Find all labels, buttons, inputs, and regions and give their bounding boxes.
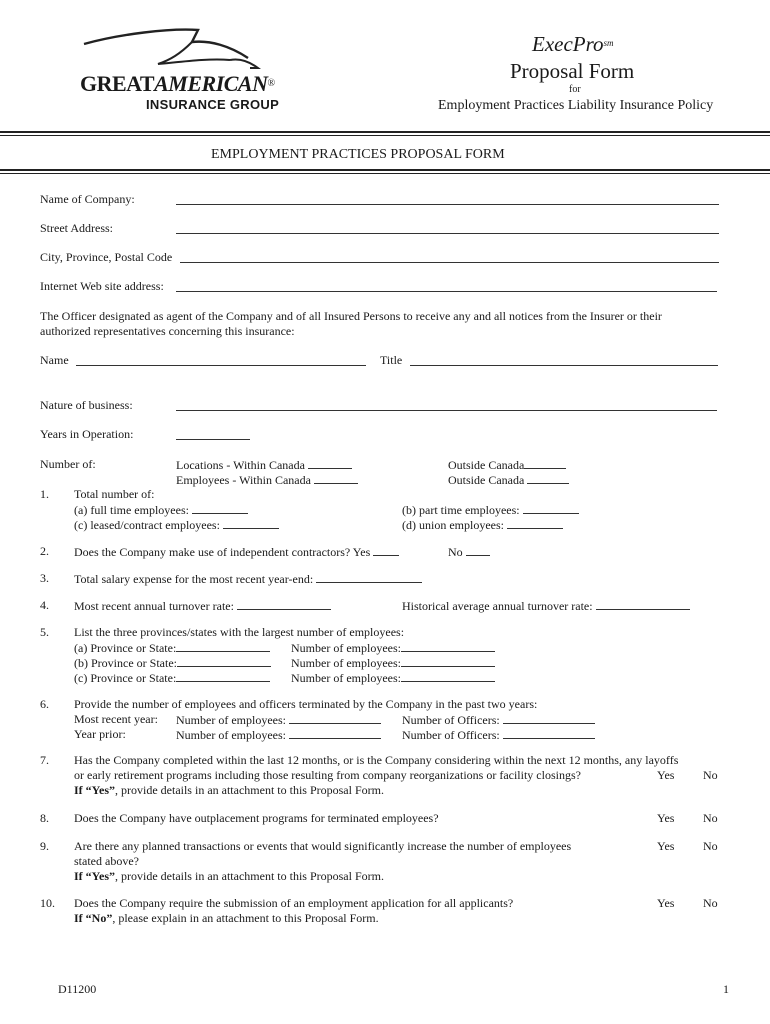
employees-text: Employees - Within Canada — [176, 473, 311, 487]
logo-great: GREAT — [80, 71, 155, 96]
q6-prior-emp-input[interactable] — [289, 727, 381, 739]
q9-line1: Are there any planned transactions or events that would significantly increase the number of employees — [74, 839, 572, 853]
company-input[interactable] — [176, 204, 719, 205]
q5a-input[interactable] — [176, 640, 270, 652]
q7-number: 7. — [40, 753, 49, 767]
q10-if-rest: , please explain in an attachment to this Proposal Form. — [112, 911, 379, 925]
q5c-emp-label: Number of employees: — [291, 671, 401, 685]
q3-number: 3. — [40, 571, 49, 585]
q10-number: 10. — [40, 896, 55, 910]
q8-number: 8. — [40, 811, 49, 825]
service-mark: sm — [603, 38, 614, 48]
form-title: EMPLOYMENT PRACTICES PROPOSAL FORM — [211, 147, 505, 162]
q1d — [402, 517, 563, 533]
q5-text: List the three provinces/states with the largest number of employees: — [74, 625, 405, 639]
q7-line2: or early retirement programs including those resulting from company reorganizations or facility closings? — [74, 768, 581, 782]
employees-outside — [448, 472, 569, 488]
q7-if — [74, 783, 384, 798]
nature-input[interactable] — [176, 410, 717, 411]
locations-text: Locations - Within Canada — [176, 458, 305, 472]
q9-if — [74, 869, 384, 884]
years-label: Years in Operation: — [40, 427, 134, 441]
q1b-label: (b) part time employees: — [402, 503, 520, 517]
name-label: Name — [40, 353, 69, 367]
q1d-label: (d) union employees: — [402, 518, 504, 532]
q9-yes[interactable]: Yes — [657, 839, 675, 853]
q5b-emp — [291, 655, 495, 671]
q5b-label: (b) Province or State: — [74, 656, 177, 670]
street-input[interactable] — [176, 233, 719, 234]
title-input[interactable] — [410, 365, 718, 366]
q10-yes[interactable]: Yes — [657, 896, 675, 910]
q6-prior-emp-label: Number of employees: — [176, 728, 286, 742]
q10-if-bold: If “No” — [74, 911, 113, 925]
q6-recent-off-label: Number of Officers: — [402, 713, 500, 727]
q2-text — [74, 544, 399, 560]
web-input[interactable] — [176, 291, 717, 292]
policy-title: Employment Practices Liability Insurance Policy — [438, 98, 714, 113]
q8-text: Does the Company have outplacement programs for terminated employees? — [74, 811, 439, 825]
logo-american: AMERICAN — [154, 71, 268, 96]
q1c-input[interactable] — [223, 517, 279, 529]
company-label: Name of Company: — [40, 192, 135, 206]
q7-no[interactable]: No — [703, 768, 718, 782]
q5b-emp-label: Number of employees: — [291, 656, 401, 670]
employees-canada-input[interactable] — [314, 472, 358, 484]
q5a — [74, 640, 270, 656]
locations-outside — [448, 457, 566, 473]
q5a-emp-input[interactable] — [401, 640, 495, 652]
q1c — [74, 517, 279, 533]
q6-prior: Year prior: — [74, 727, 126, 741]
title-label: Title — [380, 353, 403, 367]
q2-label: Does the Company make use of independent contractors? Yes — [74, 545, 371, 559]
q10-line1: Does the Company require the submission of an employment application for all applicants? — [74, 896, 514, 910]
q5c-emp — [291, 670, 495, 686]
q6-prior-emp — [176, 727, 381, 743]
q5b-input[interactable] — [177, 655, 271, 667]
q5a-emp-label: Number of employees: — [291, 641, 401, 655]
q5c — [74, 670, 270, 686]
q9-if-bold: If “Yes” — [74, 869, 115, 883]
q9-number: 9. — [40, 839, 49, 853]
q9-line2: stated above? — [74, 854, 139, 868]
q4-hist — [402, 598, 690, 614]
q1-text: Total number of: — [74, 487, 155, 501]
q9-if-rest: , provide details in an attachment to this Proposal Form. — [115, 869, 384, 883]
page-number: 1 — [723, 982, 729, 996]
years-input[interactable] — [176, 439, 250, 440]
form-code: D11200 — [58, 982, 97, 996]
nature-label: Nature of business: — [40, 398, 133, 412]
name-input[interactable] — [76, 365, 366, 366]
logo-reg: ® — [267, 78, 276, 89]
product-name — [532, 30, 614, 60]
locations-outside-input[interactable] — [524, 457, 566, 469]
q6-recent-emp-input[interactable] — [289, 712, 381, 724]
q6-recent-emp-label: Number of employees: — [176, 713, 286, 727]
employees-outside-input[interactable] — [527, 472, 569, 484]
for-text: for — [569, 84, 581, 95]
header-divider-thin — [0, 135, 770, 136]
officer-text-2: authorized representatives concerning this insurance: — [40, 324, 295, 338]
q4-number: 4. — [40, 598, 49, 612]
eagle-icon — [80, 22, 270, 74]
q10-if — [74, 911, 379, 926]
locations-label — [176, 457, 352, 473]
q1a-input[interactable] — [192, 502, 248, 514]
q7-if-rest: , provide details in an attachment to this Proposal Form. — [115, 783, 384, 797]
q6-recent: Most recent year: — [74, 712, 158, 726]
q5b — [74, 655, 271, 671]
number-of-label: Number of: — [40, 457, 96, 471]
q7-line1: Has the Company completed within the last 12 months, or is the Company considering within the next 12 months, any layoffs — [74, 753, 679, 767]
q1b-input[interactable] — [523, 502, 579, 514]
q1a-label: (a) full time employees: — [74, 503, 189, 517]
q6-recent-off-input[interactable] — [503, 712, 595, 724]
q2-no-input[interactable] — [466, 544, 490, 556]
q1b — [402, 502, 579, 518]
q5c-label: (c) Province or State: — [74, 671, 177, 685]
q6-prior-off — [402, 727, 595, 743]
q2-number: 2. — [40, 544, 49, 558]
q6-prior-off-label: Number of Officers: — [402, 728, 500, 742]
q4-label: Most recent annual turnover rate: — [74, 599, 234, 613]
locations-canada-input[interactable] — [308, 457, 352, 469]
q2-no — [448, 544, 490, 560]
company-logo — [60, 22, 280, 117]
q4-text — [74, 598, 331, 614]
employees-label — [176, 472, 358, 488]
q8-yes[interactable]: Yes — [657, 811, 675, 825]
web-label: Internet Web site address: — [40, 279, 164, 293]
q2-no-label: No — [448, 545, 463, 559]
header-divider — [0, 131, 770, 133]
outside-text-1: Outside Canada — [448, 458, 525, 472]
q1a — [74, 502, 248, 518]
officer-text-1: The Officer designated as agent of the Company and of all Insured Persons to receive any and all notices from the Insurer or their — [40, 309, 662, 323]
q5b-emp-input[interactable] — [401, 655, 495, 667]
q5-number: 5. — [40, 625, 49, 639]
q1c-label: (c) leased/contract employees: — [74, 518, 220, 532]
q1d-input[interactable] — [507, 517, 563, 529]
q7-yes[interactable]: Yes — [657, 768, 675, 782]
proposal-form-title: Proposal Form — [510, 59, 635, 83]
q8-no[interactable]: No — [703, 811, 718, 825]
form-divider-thin — [0, 173, 770, 174]
q5c-emp-input[interactable] — [401, 670, 495, 682]
q1-number: 1. — [40, 487, 49, 501]
form-divider — [0, 169, 770, 171]
city-label: City, Province, Postal Code — [40, 250, 173, 264]
q10-no[interactable]: No — [703, 896, 718, 910]
q5c-input[interactable] — [176, 670, 270, 682]
q6-prior-off-input[interactable] — [503, 727, 595, 739]
q4-hist-input[interactable] — [596, 598, 690, 610]
q6-number: 6. — [40, 697, 49, 711]
q9-no[interactable]: No — [703, 839, 718, 853]
logo-group: INSURANCE GROUP — [146, 97, 280, 112]
q4-hist-label: Historical average annual turnover rate: — [402, 599, 593, 613]
q6-recent-off — [402, 712, 595, 728]
street-label: Street Address: — [40, 221, 113, 235]
q3-label: Total salary expense for the most recent year-end: — [74, 572, 314, 586]
q4-input[interactable] — [237, 598, 331, 610]
product-title: ExecPro — [532, 32, 604, 56]
outside-text-2: Outside Canada — [448, 473, 525, 487]
q7-if-bold: If “Yes” — [74, 783, 115, 797]
city-input[interactable] — [180, 262, 719, 263]
q3-input[interactable] — [316, 571, 422, 583]
q5a-label: (a) Province or State: — [74, 641, 177, 655]
q2-yes-input[interactable] — [373, 544, 399, 556]
q6-text: Provide the number of employees and officers terminated by the Company in the past two years: — [74, 697, 538, 711]
q6-recent-emp — [176, 712, 381, 728]
q5a-emp — [291, 640, 495, 656]
q3-text — [74, 571, 422, 587]
